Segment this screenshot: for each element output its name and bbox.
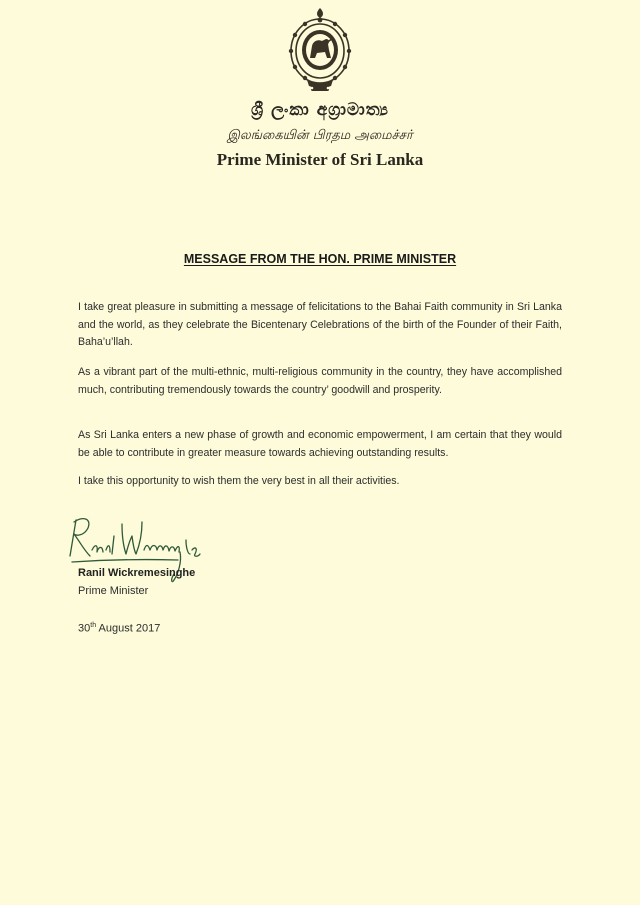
message-paragraph: As a vibrant part of the multi-ethnic, multi-religious community in the country, they have accomplished much, contributing tremendously towards the country’ goodwill and prosperity. [78,366,562,396]
message-paragraph: I take this opportunity to wish them the very best in all their activities. [78,475,400,487]
signatory-title: Prime Minister [78,585,149,597]
message-heading: MESSAGE FROM THE HON. PRIME MINISTER [183,252,457,266]
letter-date: 30th August 2017 [78,622,161,635]
message-paragraph: As Sri Lanka enters a new phase of growth and economic empowerment, I am certain that they would be able to contribute in greater measure towards achieving outstanding results. [78,429,562,459]
signatory-name: Ranil Wickremesinghe [78,567,196,579]
letterhead-english-title: Prime Minister of Sri Lanka [216,150,424,169]
message-paragraph: I take great pleasure in submitting a message of felicitations to the Bahai Faith community in Sri Lanka and the world, as they celebrate the Bicentenary Celebrations of the birth of the Founder of their Faith, Baha’u’llah. [78,301,562,348]
letterhead-tamil-title: இலங்கையின் பிரதம அமைச்சர் [227,128,413,143]
letterhead-sinhala-title: ශ්‍රී ලංකා අග්‍රාමාත්‍ය [251,100,389,120]
national-emblem-icon [285,6,355,94]
